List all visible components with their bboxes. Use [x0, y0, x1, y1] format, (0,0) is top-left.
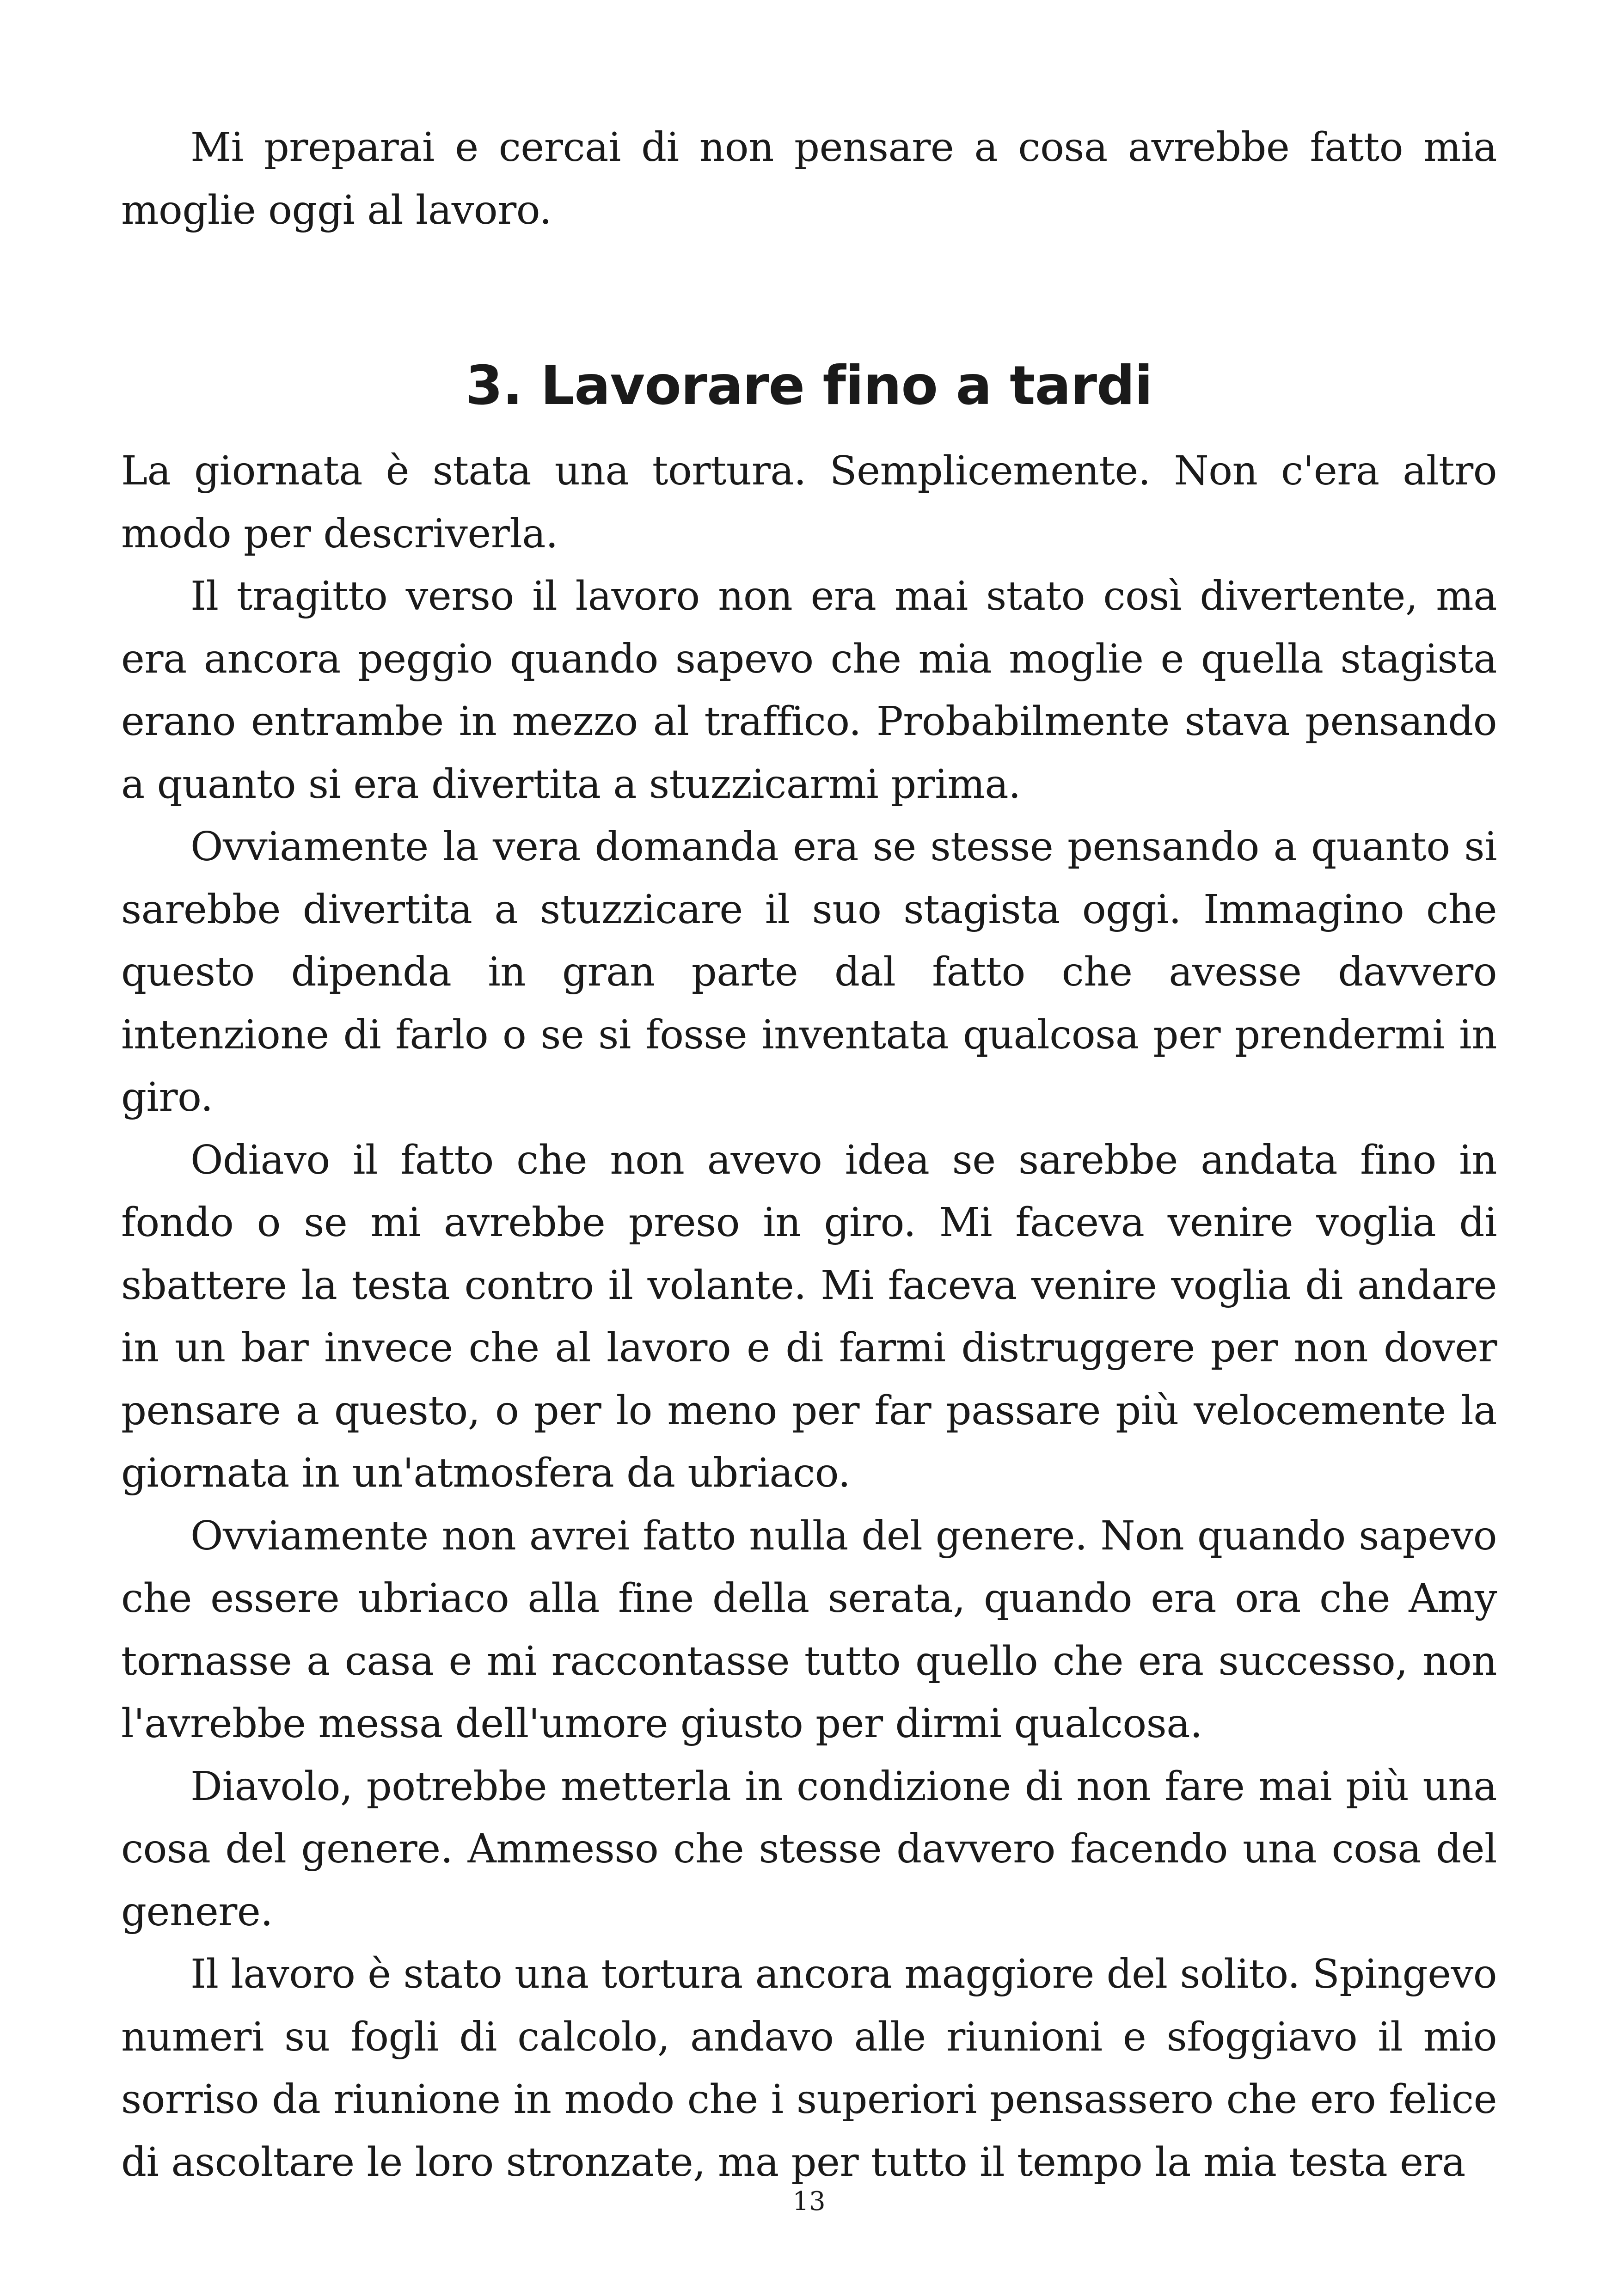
paragraph: Odiavo il fatto che non avevo idea se sarebbe andata fino in fondo o se mi avrebbe preso in giro. Mi faceva venire voglia di sbattere la testa contro il volante. Mi faceva venire voglia di andare in un bar invece che al lavoro e di farmi distruggere per non dover pensare a questo, o per lo meno per far passare più velocemente la giornata in un'atmosfera da ubriaco.	[121, 1137, 1497, 1496]
page-number: 13	[792, 2186, 826, 2216]
intro-text	[121, 116, 1497, 242]
intro-paragraph: Mi preparai e cercai di non pensare a cosa avrebbe fatto mia moglie oggi al lavoro.	[121, 124, 1497, 233]
paragraph: Il tragitto verso il lavoro non era mai stato così divertente, ma era ancora peggio quando sapevo che mia moglie e quella stagista erano entrambe in mezzo al traffico. Probabilmente stava pensando a quanto si era divertita a stuzzicarmi prima.	[121, 573, 1497, 808]
chapter-title: 3. Lavorare fino a tardi	[466, 355, 1152, 417]
paragraph: Ovviamente la vera domanda era se stesse pensando a quanto si sarebbe divertita a stuzzicare il suo stagista oggi. Immagino che questo dipenda in gran parte dal fatto che avesse davvero intenzione di farlo o se si fosse inventata qualcosa per prendermi in giro.	[121, 824, 1497, 1120]
paragraph: Ovviamente non avrei fatto nulla del genere. Non quando sapevo che essere ubriaco alla fine della serata, quando era ora che Amy tornasse a casa e mi raccontasse tutto quello che era successo, non l'avrebbe messa dell'umore giusto per dirmi qualcosa.	[121, 1512, 1497, 1747]
chapter-body	[121, 440, 1497, 2194]
paragraph: La giornata è stata una tortura. Semplicemente. Non c'era altro modo per descriverla.	[121, 448, 1497, 557]
paragraph: Il lavoro è stato una tortura ancora maggiore del solito. Spingevo numeri su fogli di calcolo, andavo alle riunioni e sfoggiavo il mio sorriso da riunione in modo che i superiori pensassero che ero felice di ascoltare le loro stronzate, ma per tutto il tempo la mia testa era	[121, 1951, 1497, 2186]
paragraph: Diavolo, potrebbe metterla in condizione di non fare mai più una cosa del genere. Ammesso che stesse davvero facendo una cosa del genere.	[121, 1763, 1497, 1935]
